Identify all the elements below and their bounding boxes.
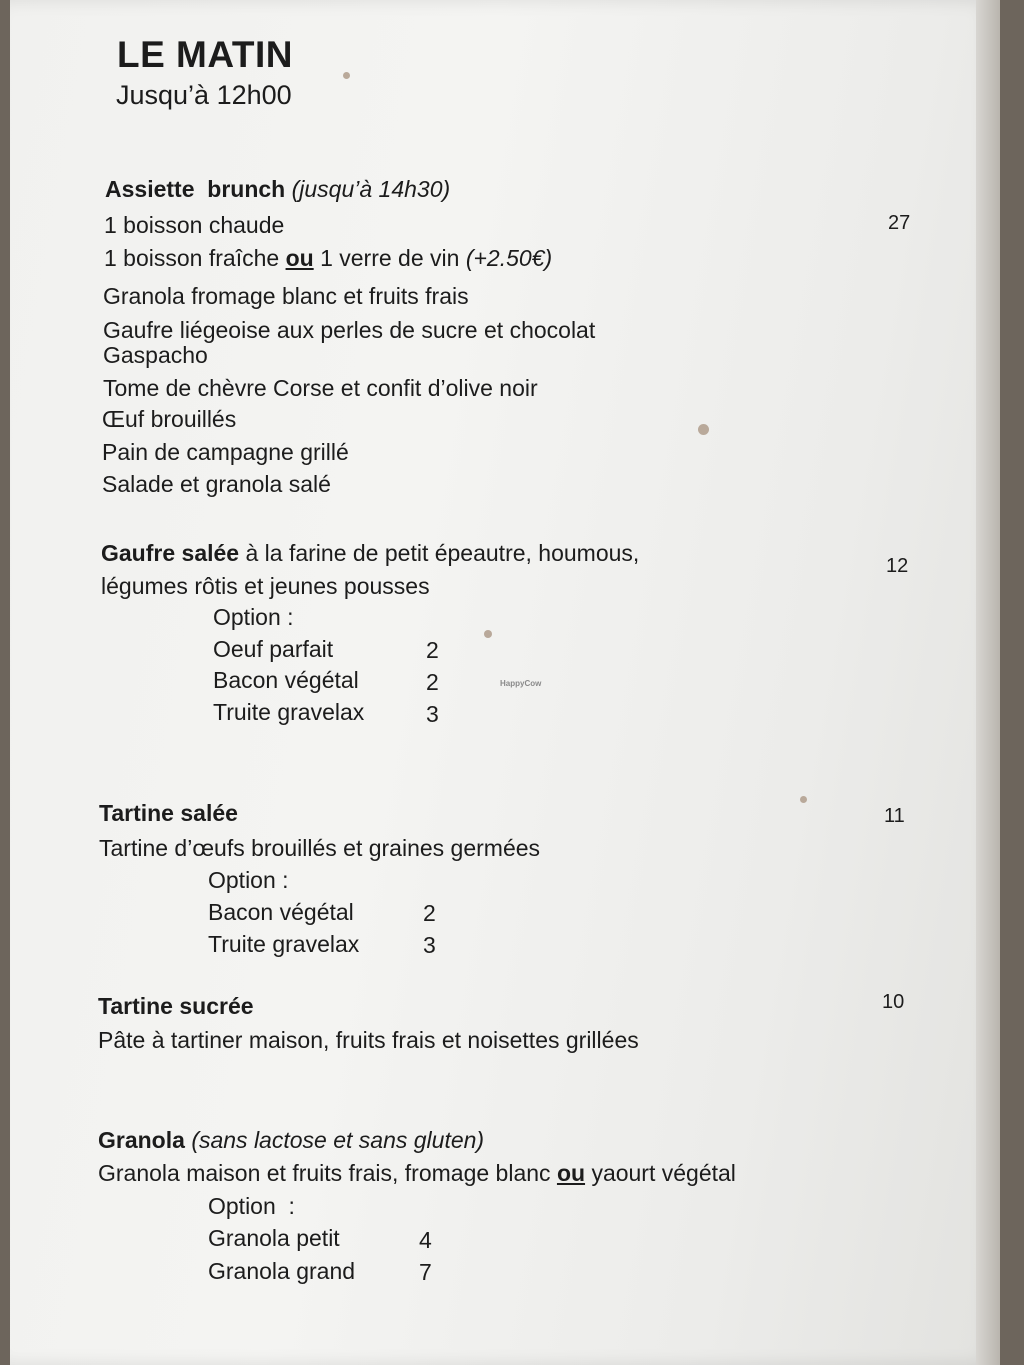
brunch-line: Tome de chèvre Corse et confit d’olive noir: [103, 375, 538, 401]
tartine-sucree-desc: Pâte à tartiner maison, fruits frais et noisettes grillées: [98, 1027, 639, 1053]
gaufre-heading: [101, 540, 639, 567]
option-name: Granola grand: [208, 1258, 356, 1284]
watermark: HappyCow: [500, 679, 542, 688]
granola-desc-a: Granola maison et fruits frais, fromage blanc: [98, 1160, 551, 1186]
brunch-line: Pain de campagne grillé: [102, 439, 349, 465]
stain-spot: [800, 796, 807, 803]
brunch-heading: [105, 176, 450, 203]
option-name: Bacon végétal: [208, 899, 354, 925]
brunch-price: 27: [888, 212, 911, 234]
option-price: 2: [426, 669, 439, 695]
option-name: Oeuf parfait: [213, 636, 334, 662]
brunch-line: Gaufre liégeoise aux perles de sucre et chocolat: [103, 317, 596, 343]
brunch-note: (jusqu’à 14h30): [291, 176, 451, 202]
menu-page: [10, 0, 1000, 1365]
option-name: Granola petit: [208, 1225, 340, 1251]
brunch-line-wine: 1 verre de vin: [320, 245, 460, 271]
page-edge: [976, 0, 1000, 1365]
stain-spot: [343, 72, 350, 79]
granola-name: Granola: [98, 1127, 185, 1153]
brunch-line: Œuf brouillés: [102, 406, 237, 432]
brunch-line-supplement: (+2.50€): [465, 245, 553, 271]
page-subtitle: Jusqu’à 12h00: [116, 80, 292, 110]
gaufre-desc: à la farine de petit épeautre, houmous,: [245, 540, 640, 566]
option-name: Truite gravelax: [208, 931, 360, 957]
brunch-line-or: ou: [285, 245, 314, 271]
stain-spot: [698, 424, 709, 435]
option-price: 4: [419, 1227, 432, 1253]
option-price: 2: [426, 637, 439, 663]
gaufre-desc-2: légumes rôtis et jeunes pousses: [101, 573, 430, 599]
granola-note: (sans lactose et sans gluten): [191, 1127, 485, 1153]
option-name: Truite gravelax: [213, 699, 365, 725]
option-price: 3: [423, 932, 436, 958]
brunch-line: Gaspacho: [103, 342, 208, 368]
granola-desc-or: ou: [556, 1160, 586, 1186]
gaufre-price: 12: [886, 555, 909, 577]
option-label: Option :: [208, 867, 289, 893]
option-price: 2: [423, 900, 436, 926]
option-price: 7: [419, 1259, 432, 1285]
granola-desc-b: yaourt végétal: [591, 1160, 736, 1186]
granola-desc: [98, 1160, 736, 1187]
gaufre-name: Gaufre salée: [101, 540, 240, 566]
tartine-sucree-price: 10: [882, 991, 905, 1013]
brunch-line: Granola fromage blanc et fruits frais: [103, 283, 469, 309]
tartine-sucree-name: Tartine sucrée: [98, 993, 254, 1019]
stain-spot: [484, 630, 492, 638]
brunch-name: Assiette brunch: [105, 176, 286, 202]
tartine-salee-name: Tartine salée: [99, 800, 238, 826]
brunch-line: Salade et granola salé: [102, 471, 331, 497]
tartine-salee-price: 11: [884, 805, 905, 827]
granola-heading: [98, 1127, 484, 1154]
page-title: LE MATIN: [117, 34, 293, 75]
option-label: Option :: [208, 1193, 295, 1219]
brunch-line: 1 boisson chaude: [104, 212, 285, 238]
brunch-line: [104, 245, 552, 272]
option-label: Option :: [213, 604, 294, 630]
option-price: 3: [426, 701, 439, 727]
brunch-line-drink: 1 boisson fraîche: [104, 245, 280, 271]
tartine-salee-desc: Tartine d’œufs brouillés et graines germées: [99, 835, 541, 861]
option-name: Bacon végétal: [213, 667, 359, 693]
